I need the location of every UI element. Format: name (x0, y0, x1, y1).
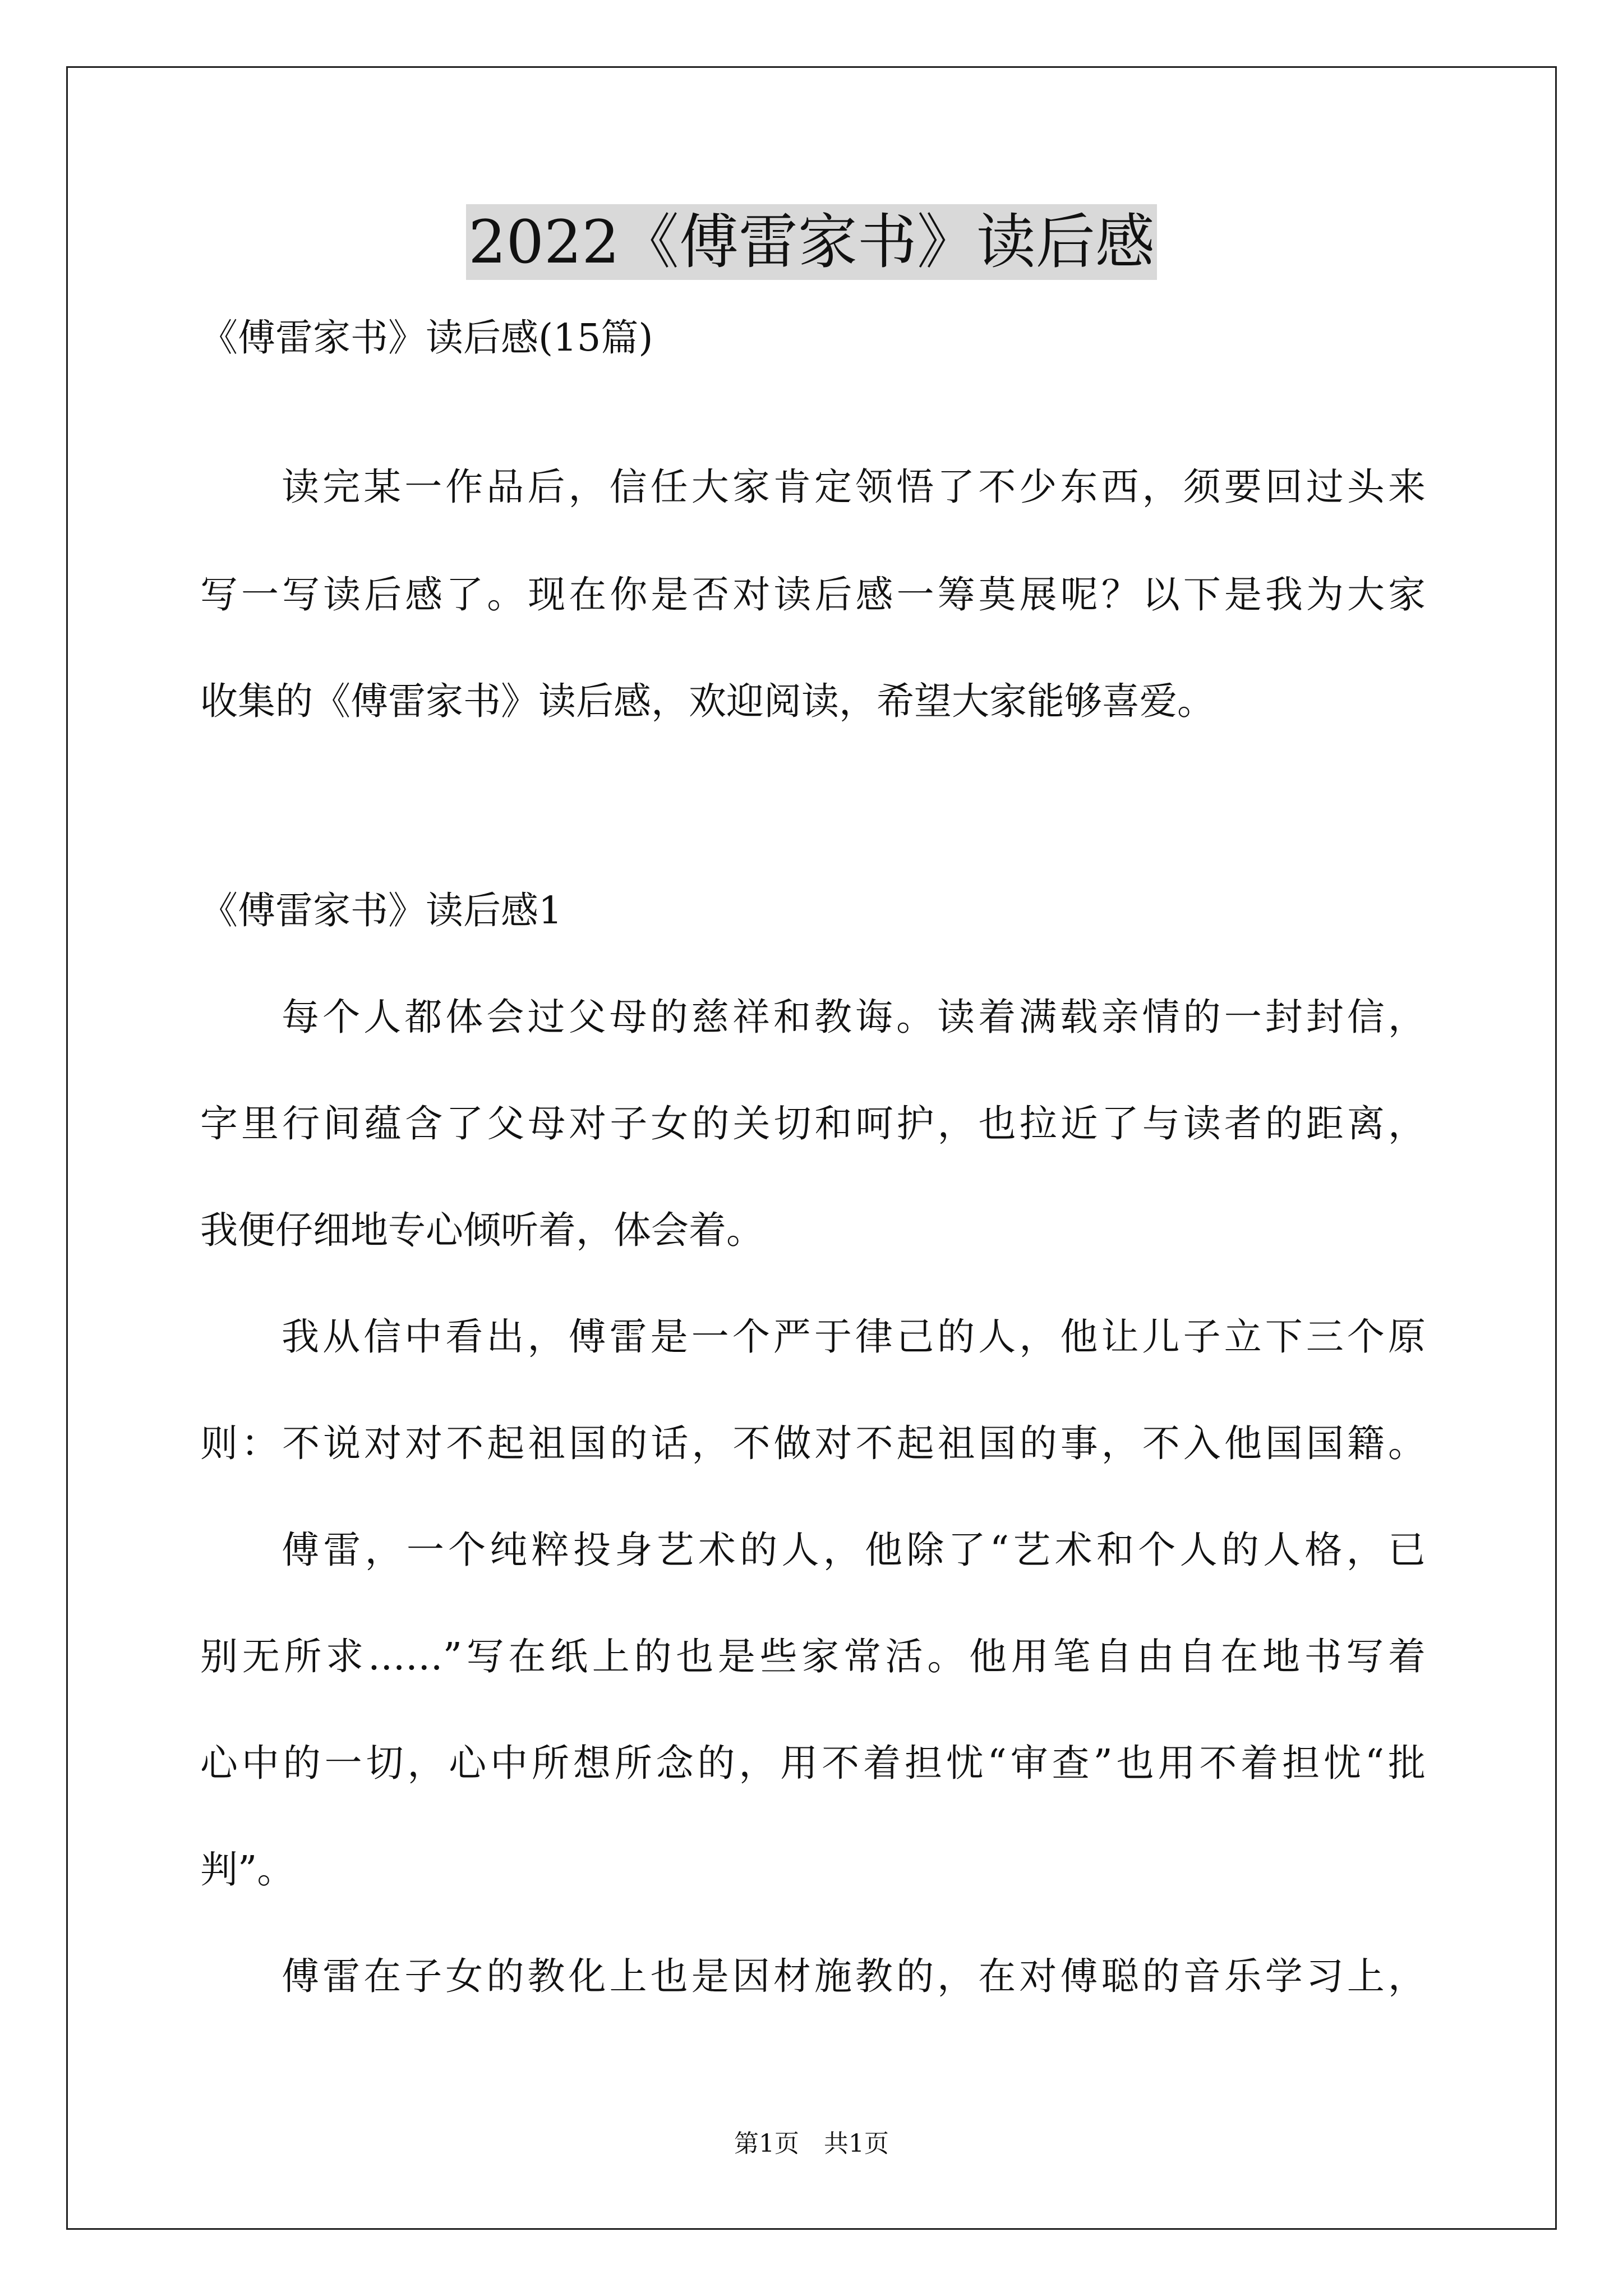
paragraph-line: 则：不说对对不起祖国的话，不做对不起祖国的事，不入他国国籍。 (200, 1421, 1426, 1465)
section-heading: 《傅雷家书》读后感1 (200, 889, 562, 932)
paragraph-line: 判”。 (200, 1848, 295, 1892)
paragraph-line: 别无所求……”写在纸上的也是些家常活。他用笔自由自在地书写着 (200, 1635, 1426, 1678)
page-footer: 第1页 共1页 (734, 2129, 889, 2158)
paragraph-line: 傅雷，一个纯粹投身艺术的人，他除了“艺术和个人的人格，已 (282, 1528, 1426, 1572)
document-title (0, 203, 1623, 282)
subtitle: 《傅雷家书》读后感(15篇) (200, 316, 653, 360)
paragraph-line: 傅雷在子女的教化上也是因材施教的，在对傅聪的音乐学习上， (282, 1954, 1426, 1998)
paragraph-line: 心中的一切，心中所想所念的，用不着担忧“审查”也用不着担忧“批 (200, 1741, 1426, 1785)
paragraph-line: 每个人都体会过父母的慈祥和教诲。读着满载亲情的一封封信， (282, 995, 1426, 1039)
paragraph-line: 字里行间蕴含了父母对子女的关切和呵护，也拉近了与读者的距离， (200, 1102, 1426, 1145)
title-text: 2022《傅雷家书》读后感 (466, 204, 1157, 280)
intro-line-3: 收集的《傅雷家书》读后感，欢迎阅读，希望大家能够喜爱。 (200, 679, 1215, 723)
paragraph-line: 我便仔细地专心倾听着，体会着。 (200, 1208, 764, 1252)
intro-line-1: 读完某一作品后，信任大家肯定领悟了不少东西，须要回过头来 (282, 465, 1426, 509)
intro-line-2: 写一写读后感了。现在你是否对读后感一筹莫展呢？以下是我为大家 (200, 573, 1426, 616)
paragraph-line: 我从信中看出，傅雷是一个严于律己的人，他让儿子立下三个原 (282, 1315, 1426, 1359)
